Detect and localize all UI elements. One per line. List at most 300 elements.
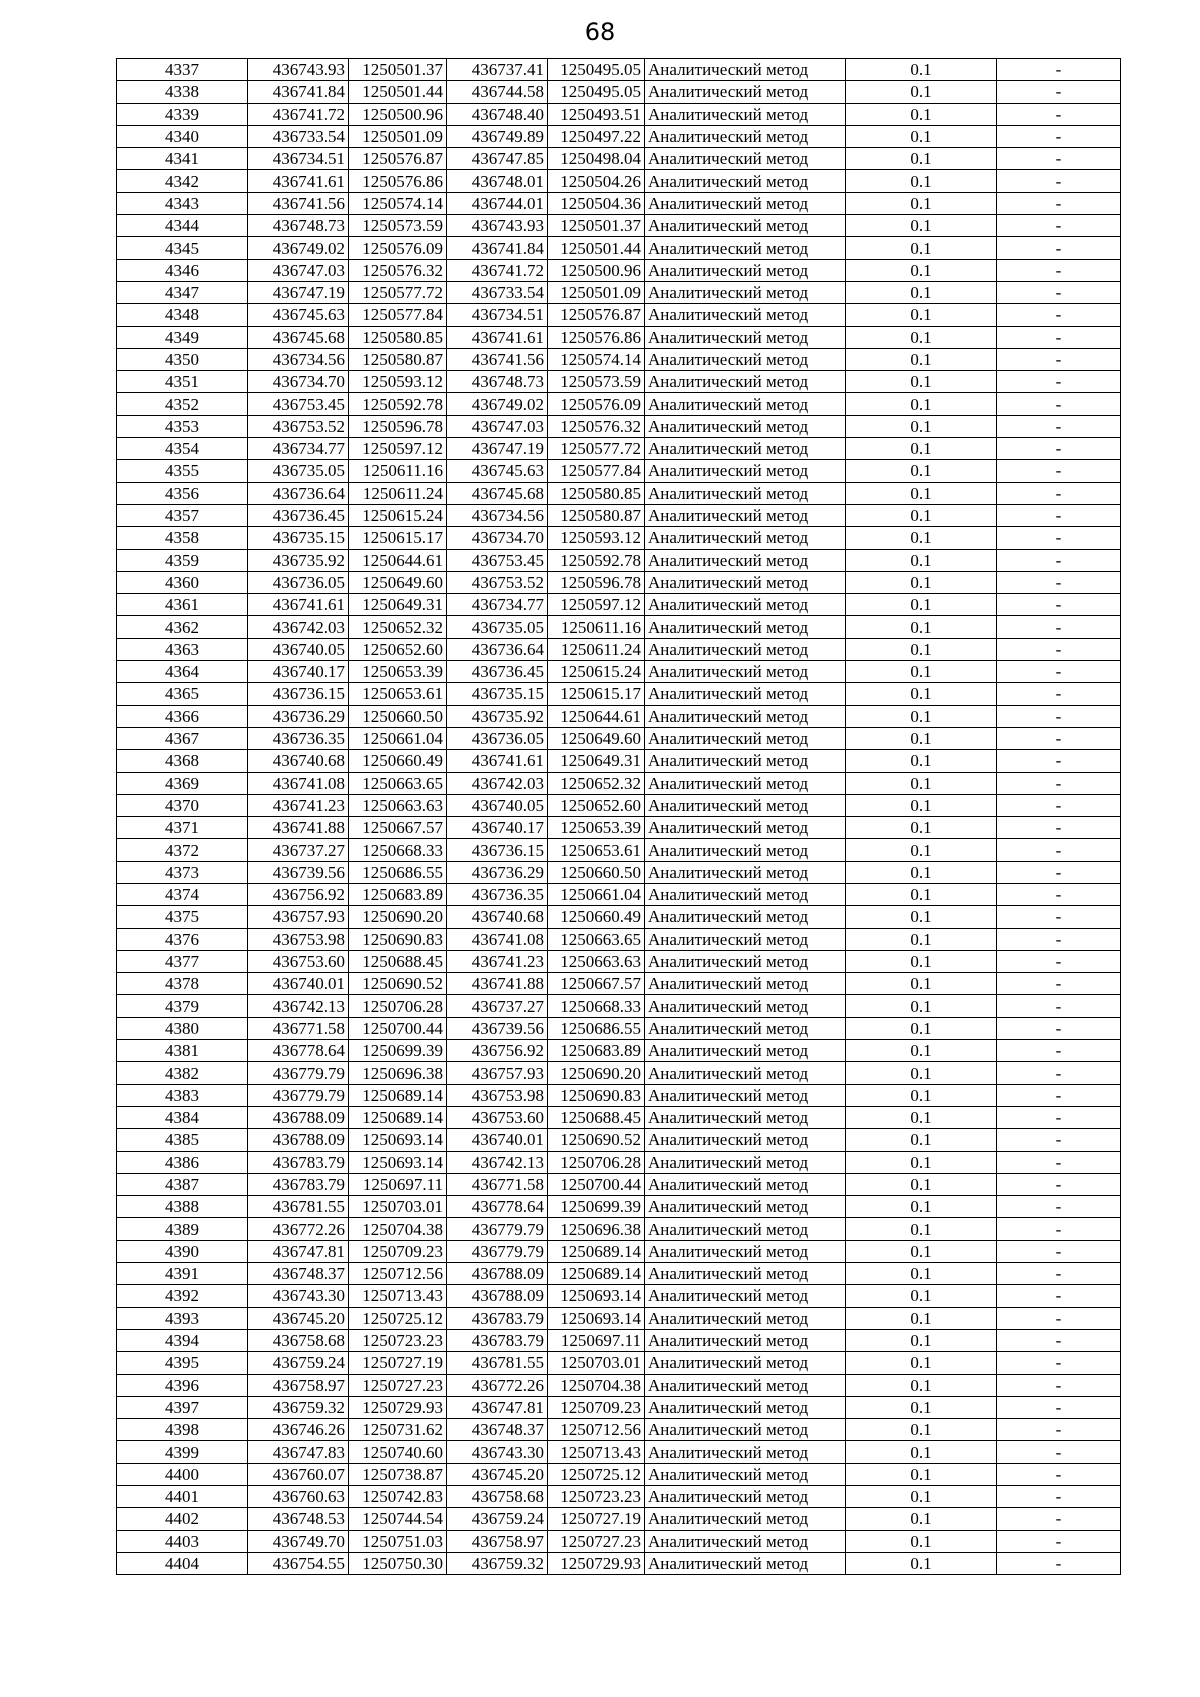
method-cell: Аналитический метод [645, 304, 846, 326]
table-row [117, 950, 1121, 972]
method-cell: Аналитический метод [645, 772, 846, 794]
y-old-cell: 1250576.32 [548, 415, 645, 437]
note-cell: - [997, 1196, 1121, 1218]
x-new-cell: 436741.88 [248, 817, 349, 839]
method-cell: Аналитический метод [645, 883, 846, 905]
y-new-cell: 1250592.78 [349, 393, 447, 415]
y-new-cell: 1250731.62 [349, 1419, 447, 1441]
note-cell: - [997, 527, 1121, 549]
x-old-cell: 436783.79 [447, 1329, 548, 1351]
x-old-cell: 436736.35 [447, 883, 548, 905]
x-new-cell: 436736.15 [248, 683, 349, 705]
accuracy-cell: 0.1 [846, 1396, 997, 1418]
table-row [117, 928, 1121, 950]
y-old-cell: 1250653.39 [548, 817, 645, 839]
point-number-cell: 4382 [117, 1062, 248, 1084]
note-cell: - [997, 148, 1121, 170]
accuracy-cell: 0.1 [846, 259, 997, 281]
x-old-cell: 436743.93 [447, 215, 548, 237]
note-cell: - [997, 259, 1121, 281]
method-cell: Аналитический метод [645, 192, 846, 214]
note-cell: - [997, 861, 1121, 883]
note-cell: - [997, 1374, 1121, 1396]
method-cell: Аналитический метод [645, 103, 846, 125]
y-new-cell: 1250738.87 [349, 1463, 447, 1485]
point-number-cell: 4346 [117, 259, 248, 281]
note-cell: - [997, 460, 1121, 482]
point-number-cell: 4390 [117, 1240, 248, 1262]
y-new-cell: 1250729.93 [349, 1396, 447, 1418]
x-old-cell: 436741.84 [447, 237, 548, 259]
y-new-cell: 1250576.86 [349, 170, 447, 192]
table-row [117, 1106, 1121, 1128]
point-number-cell: 4352 [117, 393, 248, 415]
note-cell: - [997, 1508, 1121, 1530]
note-cell: - [997, 81, 1121, 103]
table-row [117, 1307, 1121, 1329]
y-old-cell: 1250573.59 [548, 371, 645, 393]
point-number-cell: 4369 [117, 772, 248, 794]
accuracy-cell: 0.1 [846, 683, 997, 705]
point-number-cell: 4358 [117, 527, 248, 549]
method-cell: Аналитический метод [645, 928, 846, 950]
x-old-cell: 436741.88 [447, 973, 548, 995]
x-old-cell: 436745.68 [447, 482, 548, 504]
x-new-cell: 436734.51 [248, 148, 349, 170]
y-new-cell: 1250660.49 [349, 750, 447, 772]
note-cell: - [997, 638, 1121, 660]
y-old-cell: 1250706.28 [548, 1151, 645, 1173]
x-new-cell: 436736.29 [248, 705, 349, 727]
x-new-cell: 436734.70 [248, 371, 349, 393]
x-old-cell: 436744.01 [447, 192, 548, 214]
x-new-cell: 436748.73 [248, 215, 349, 237]
point-number-cell: 4350 [117, 348, 248, 370]
y-old-cell: 1250689.14 [548, 1240, 645, 1262]
y-old-cell: 1250574.14 [548, 348, 645, 370]
x-new-cell: 436749.02 [248, 237, 349, 259]
x-new-cell: 436759.24 [248, 1352, 349, 1374]
method-cell: Аналитический метод [645, 571, 846, 593]
table-row [117, 527, 1121, 549]
x-new-cell: 436741.23 [248, 794, 349, 816]
note-cell: - [997, 1129, 1121, 1151]
method-cell: Аналитический метод [645, 1396, 846, 1418]
y-new-cell: 1250667.57 [349, 817, 447, 839]
accuracy-cell: 0.1 [846, 1240, 997, 1262]
point-number-cell: 4393 [117, 1307, 248, 1329]
y-old-cell: 1250580.85 [548, 482, 645, 504]
note-cell: - [997, 1307, 1121, 1329]
x-old-cell: 436753.98 [447, 1084, 548, 1106]
note-cell: - [997, 683, 1121, 705]
x-old-cell: 436734.51 [447, 304, 548, 326]
x-old-cell: 436741.08 [447, 928, 548, 950]
note-cell: - [997, 304, 1121, 326]
y-new-cell: 1250644.61 [349, 549, 447, 571]
point-number-cell: 4338 [117, 81, 248, 103]
accuracy-cell: 0.1 [846, 1196, 997, 1218]
x-old-cell: 436733.54 [447, 281, 548, 303]
y-old-cell: 1250504.26 [548, 170, 645, 192]
point-number-cell: 4356 [117, 482, 248, 504]
method-cell: Аналитический метод [645, 1441, 846, 1463]
x-old-cell: 436740.05 [447, 794, 548, 816]
x-old-cell: 436748.01 [447, 170, 548, 192]
method-cell: Аналитический метод [645, 1530, 846, 1552]
point-number-cell: 4381 [117, 1040, 248, 1062]
accuracy-cell: 0.1 [846, 727, 997, 749]
y-old-cell: 1250660.50 [548, 861, 645, 883]
y-new-cell: 1250690.20 [349, 906, 447, 928]
point-number-cell: 4370 [117, 794, 248, 816]
note-cell: - [997, 393, 1121, 415]
point-number-cell: 4337 [117, 59, 248, 81]
method-cell: Аналитический метод [645, 861, 846, 883]
x-old-cell: 436740.01 [447, 1129, 548, 1151]
y-old-cell: 1250615.17 [548, 683, 645, 705]
point-number-cell: 4347 [117, 281, 248, 303]
note-cell: - [997, 1530, 1121, 1552]
y-old-cell: 1250712.56 [548, 1419, 645, 1441]
point-number-cell: 4383 [117, 1084, 248, 1106]
accuracy-cell: 0.1 [846, 839, 997, 861]
y-new-cell: 1250727.23 [349, 1374, 447, 1396]
y-old-cell: 1250689.14 [548, 1263, 645, 1285]
note-cell: - [997, 1017, 1121, 1039]
y-old-cell: 1250649.60 [548, 727, 645, 749]
point-number-cell: 4374 [117, 883, 248, 905]
x-new-cell: 436740.01 [248, 973, 349, 995]
accuracy-cell: 0.1 [846, 1329, 997, 1351]
x-old-cell: 436747.85 [447, 148, 548, 170]
table-row [117, 281, 1121, 303]
y-new-cell: 1250668.33 [349, 839, 447, 861]
y-old-cell: 1250577.84 [548, 460, 645, 482]
table-row [117, 1129, 1121, 1151]
x-old-cell: 436759.24 [447, 1508, 548, 1530]
page-number: 68 [584, 18, 616, 46]
accuracy-cell: 0.1 [846, 215, 997, 237]
point-number-cell: 4359 [117, 549, 248, 571]
table-row [117, 237, 1121, 259]
y-new-cell: 1250611.16 [349, 460, 447, 482]
method-cell: Аналитический метод [645, 148, 846, 170]
method-cell: Аналитический метод [645, 415, 846, 437]
accuracy-cell: 0.1 [846, 995, 997, 1017]
note-cell: - [997, 1396, 1121, 1418]
accuracy-cell: 0.1 [846, 415, 997, 437]
y-old-cell: 1250729.93 [548, 1552, 645, 1574]
accuracy-cell: 0.1 [846, 928, 997, 950]
accuracy-cell: 0.1 [846, 794, 997, 816]
table-row [117, 638, 1121, 660]
table-row [117, 661, 1121, 683]
x-old-cell: 436753.60 [447, 1106, 548, 1128]
point-number-cell: 4353 [117, 415, 248, 437]
accuracy-cell: 0.1 [846, 950, 997, 972]
method-cell: Аналитический метод [645, 1419, 846, 1441]
x-old-cell: 436758.97 [447, 1530, 548, 1552]
method-cell: Аналитический метод [645, 1374, 846, 1396]
x-new-cell: 436753.52 [248, 415, 349, 437]
x-new-cell: 436745.20 [248, 1307, 349, 1329]
y-new-cell: 1250574.14 [349, 192, 447, 214]
y-old-cell: 1250593.12 [548, 527, 645, 549]
accuracy-cell: 0.1 [846, 192, 997, 214]
table-row [117, 861, 1121, 883]
method-cell: Аналитический метод [645, 950, 846, 972]
x-old-cell: 436753.45 [447, 549, 548, 571]
method-cell: Аналитический метод [645, 1062, 846, 1084]
x-new-cell: 436747.83 [248, 1441, 349, 1463]
x-new-cell: 436756.92 [248, 883, 349, 905]
x-new-cell: 436742.13 [248, 995, 349, 1017]
table-row [117, 705, 1121, 727]
point-number-cell: 4360 [117, 571, 248, 593]
x-old-cell: 436757.93 [447, 1062, 548, 1084]
method-cell: Аналитический метод [645, 661, 846, 683]
x-new-cell: 436740.68 [248, 750, 349, 772]
x-new-cell: 436783.79 [248, 1173, 349, 1195]
x-new-cell: 436743.93 [248, 59, 349, 81]
y-new-cell: 1250577.72 [349, 281, 447, 303]
method-cell: Аналитический метод [645, 125, 846, 147]
x-new-cell: 436741.61 [248, 594, 349, 616]
method-cell: Аналитический метод [645, 616, 846, 638]
y-old-cell: 1250501.37 [548, 215, 645, 237]
y-old-cell: 1250611.24 [548, 638, 645, 660]
accuracy-cell: 0.1 [846, 661, 997, 683]
y-old-cell: 1250493.51 [548, 103, 645, 125]
y-new-cell: 1250652.60 [349, 638, 447, 660]
y-old-cell: 1250644.61 [548, 705, 645, 727]
x-old-cell: 436745.20 [447, 1463, 548, 1485]
y-old-cell: 1250649.31 [548, 750, 645, 772]
x-new-cell: 436736.35 [248, 727, 349, 749]
table-row [117, 1374, 1121, 1396]
accuracy-cell: 0.1 [846, 1374, 997, 1396]
accuracy-cell: 0.1 [846, 148, 997, 170]
note-cell: - [997, 817, 1121, 839]
accuracy-cell: 0.1 [846, 705, 997, 727]
table-row [117, 81, 1121, 103]
accuracy-cell: 0.1 [846, 1062, 997, 1084]
method-cell: Аналитический метод [645, 995, 846, 1017]
y-new-cell: 1250573.59 [349, 215, 447, 237]
note-cell: - [997, 237, 1121, 259]
y-new-cell: 1250576.87 [349, 148, 447, 170]
x-new-cell: 436748.37 [248, 1263, 349, 1285]
note-cell: - [997, 1419, 1121, 1441]
point-number-cell: 4362 [117, 616, 248, 638]
x-new-cell: 436734.56 [248, 348, 349, 370]
method-cell: Аналитический метод [645, 1129, 846, 1151]
x-old-cell: 436748.37 [447, 1419, 548, 1441]
x-new-cell: 436772.26 [248, 1218, 349, 1240]
y-old-cell: 1250577.72 [548, 438, 645, 460]
point-number-cell: 4400 [117, 1463, 248, 1485]
method-cell: Аналитический метод [645, 1508, 846, 1530]
table-row [117, 906, 1121, 928]
accuracy-cell: 0.1 [846, 750, 997, 772]
y-new-cell: 1250713.43 [349, 1285, 447, 1307]
x-new-cell: 436735.15 [248, 527, 349, 549]
x-new-cell: 436783.79 [248, 1151, 349, 1173]
x-new-cell: 436748.53 [248, 1508, 349, 1530]
x-old-cell: 436740.68 [447, 906, 548, 928]
y-old-cell: 1250727.19 [548, 1508, 645, 1530]
y-old-cell: 1250596.78 [548, 571, 645, 593]
accuracy-cell: 0.1 [846, 1017, 997, 1039]
x-new-cell: 436741.61 [248, 170, 349, 192]
table-row [117, 750, 1121, 772]
y-new-cell: 1250501.37 [349, 59, 447, 81]
point-number-cell: 4341 [117, 148, 248, 170]
note-cell: - [997, 772, 1121, 794]
method-cell: Аналитический метод [645, 1218, 846, 1240]
y-new-cell: 1250693.14 [349, 1151, 447, 1173]
y-new-cell: 1250690.52 [349, 973, 447, 995]
method-cell: Аналитический метод [645, 638, 846, 660]
x-new-cell: 436758.68 [248, 1329, 349, 1351]
y-new-cell: 1250683.89 [349, 883, 447, 905]
note-cell: - [997, 438, 1121, 460]
table-row [117, 973, 1121, 995]
note-cell: - [997, 1285, 1121, 1307]
method-cell: Аналитический метод [645, 683, 846, 705]
note-cell: - [997, 1218, 1121, 1240]
note-cell: - [997, 950, 1121, 972]
method-cell: Аналитический метод [645, 259, 846, 281]
x-old-cell: 436779.79 [447, 1218, 548, 1240]
table-row [117, 1508, 1121, 1530]
point-number-cell: 4386 [117, 1151, 248, 1173]
table-row [117, 727, 1121, 749]
point-number-cell: 4398 [117, 1419, 248, 1441]
note-cell: - [997, 1062, 1121, 1084]
note-cell: - [997, 794, 1121, 816]
point-number-cell: 4345 [117, 237, 248, 259]
accuracy-cell: 0.1 [846, 460, 997, 482]
x-new-cell: 436734.77 [248, 438, 349, 460]
x-old-cell: 436741.61 [447, 750, 548, 772]
x-old-cell: 436783.79 [447, 1307, 548, 1329]
table-row [117, 1263, 1121, 1285]
y-new-cell: 1250653.61 [349, 683, 447, 705]
x-old-cell: 436745.63 [447, 460, 548, 482]
x-new-cell: 436788.09 [248, 1129, 349, 1151]
y-old-cell: 1250700.44 [548, 1173, 645, 1195]
y-old-cell: 1250501.44 [548, 237, 645, 259]
y-new-cell: 1250611.24 [349, 482, 447, 504]
table-row [117, 1463, 1121, 1485]
y-new-cell: 1250704.38 [349, 1218, 447, 1240]
method-cell: Аналитический метод [645, 215, 846, 237]
y-new-cell: 1250740.60 [349, 1441, 447, 1463]
accuracy-cell: 0.1 [846, 1352, 997, 1374]
y-old-cell: 1250660.49 [548, 906, 645, 928]
y-old-cell: 1250697.11 [548, 1329, 645, 1351]
accuracy-cell: 0.1 [846, 281, 997, 303]
y-new-cell: 1250577.84 [349, 304, 447, 326]
method-cell: Аналитический метод [645, 170, 846, 192]
x-new-cell: 436733.54 [248, 125, 349, 147]
x-old-cell: 436736.05 [447, 727, 548, 749]
note-cell: - [997, 1441, 1121, 1463]
accuracy-cell: 0.1 [846, 1173, 997, 1195]
accuracy-cell: 0.1 [846, 237, 997, 259]
table-row [117, 594, 1121, 616]
note-cell: - [997, 326, 1121, 348]
x-old-cell: 436772.26 [447, 1374, 548, 1396]
point-number-cell: 4376 [117, 928, 248, 950]
method-cell: Аналитический метод [645, 839, 846, 861]
table-row [117, 571, 1121, 593]
x-new-cell: 436741.72 [248, 103, 349, 125]
y-new-cell: 1250689.14 [349, 1084, 447, 1106]
table-body [117, 59, 1121, 1575]
x-new-cell: 436735.05 [248, 460, 349, 482]
table-row [117, 103, 1121, 125]
note-cell: - [997, 59, 1121, 81]
y-old-cell: 1250686.55 [548, 1017, 645, 1039]
x-new-cell: 436753.60 [248, 950, 349, 972]
x-new-cell: 436745.63 [248, 304, 349, 326]
table-row [117, 1486, 1121, 1508]
y-old-cell: 1250725.12 [548, 1463, 645, 1485]
accuracy-cell: 0.1 [846, 1285, 997, 1307]
y-old-cell: 1250495.05 [548, 81, 645, 103]
table-row [117, 1062, 1121, 1084]
table-row [117, 1441, 1121, 1463]
table-row [117, 125, 1121, 147]
y-old-cell: 1250497.22 [548, 125, 645, 147]
y-old-cell: 1250663.65 [548, 928, 645, 950]
y-old-cell: 1250611.16 [548, 616, 645, 638]
method-cell: Аналитический метод [645, 1263, 846, 1285]
accuracy-cell: 0.1 [846, 348, 997, 370]
table-row [117, 504, 1121, 526]
note-cell: - [997, 1151, 1121, 1173]
method-cell: Аналитический метод [645, 1329, 846, 1351]
note-cell: - [997, 504, 1121, 526]
y-old-cell: 1250576.86 [548, 326, 645, 348]
accuracy-cell: 0.1 [846, 616, 997, 638]
y-old-cell: 1250615.24 [548, 661, 645, 683]
point-number-cell: 4391 [117, 1263, 248, 1285]
point-number-cell: 4397 [117, 1396, 248, 1418]
x-new-cell: 436749.70 [248, 1530, 349, 1552]
table-row [117, 1419, 1121, 1441]
table-row [117, 148, 1121, 170]
y-new-cell: 1250742.83 [349, 1486, 447, 1508]
point-number-cell: 4368 [117, 750, 248, 772]
method-cell: Аналитический метод [645, 705, 846, 727]
table-row [117, 1040, 1121, 1062]
accuracy-cell: 0.1 [846, 326, 997, 348]
accuracy-cell: 0.1 [846, 1307, 997, 1329]
accuracy-cell: 0.1 [846, 1508, 997, 1530]
point-number-cell: 4354 [117, 438, 248, 460]
y-old-cell: 1250663.63 [548, 950, 645, 972]
x-old-cell: 436736.15 [447, 839, 548, 861]
y-old-cell: 1250652.60 [548, 794, 645, 816]
y-new-cell: 1250703.01 [349, 1196, 447, 1218]
table-row [117, 482, 1121, 504]
y-old-cell: 1250727.23 [548, 1530, 645, 1552]
y-new-cell: 1250663.65 [349, 772, 447, 794]
